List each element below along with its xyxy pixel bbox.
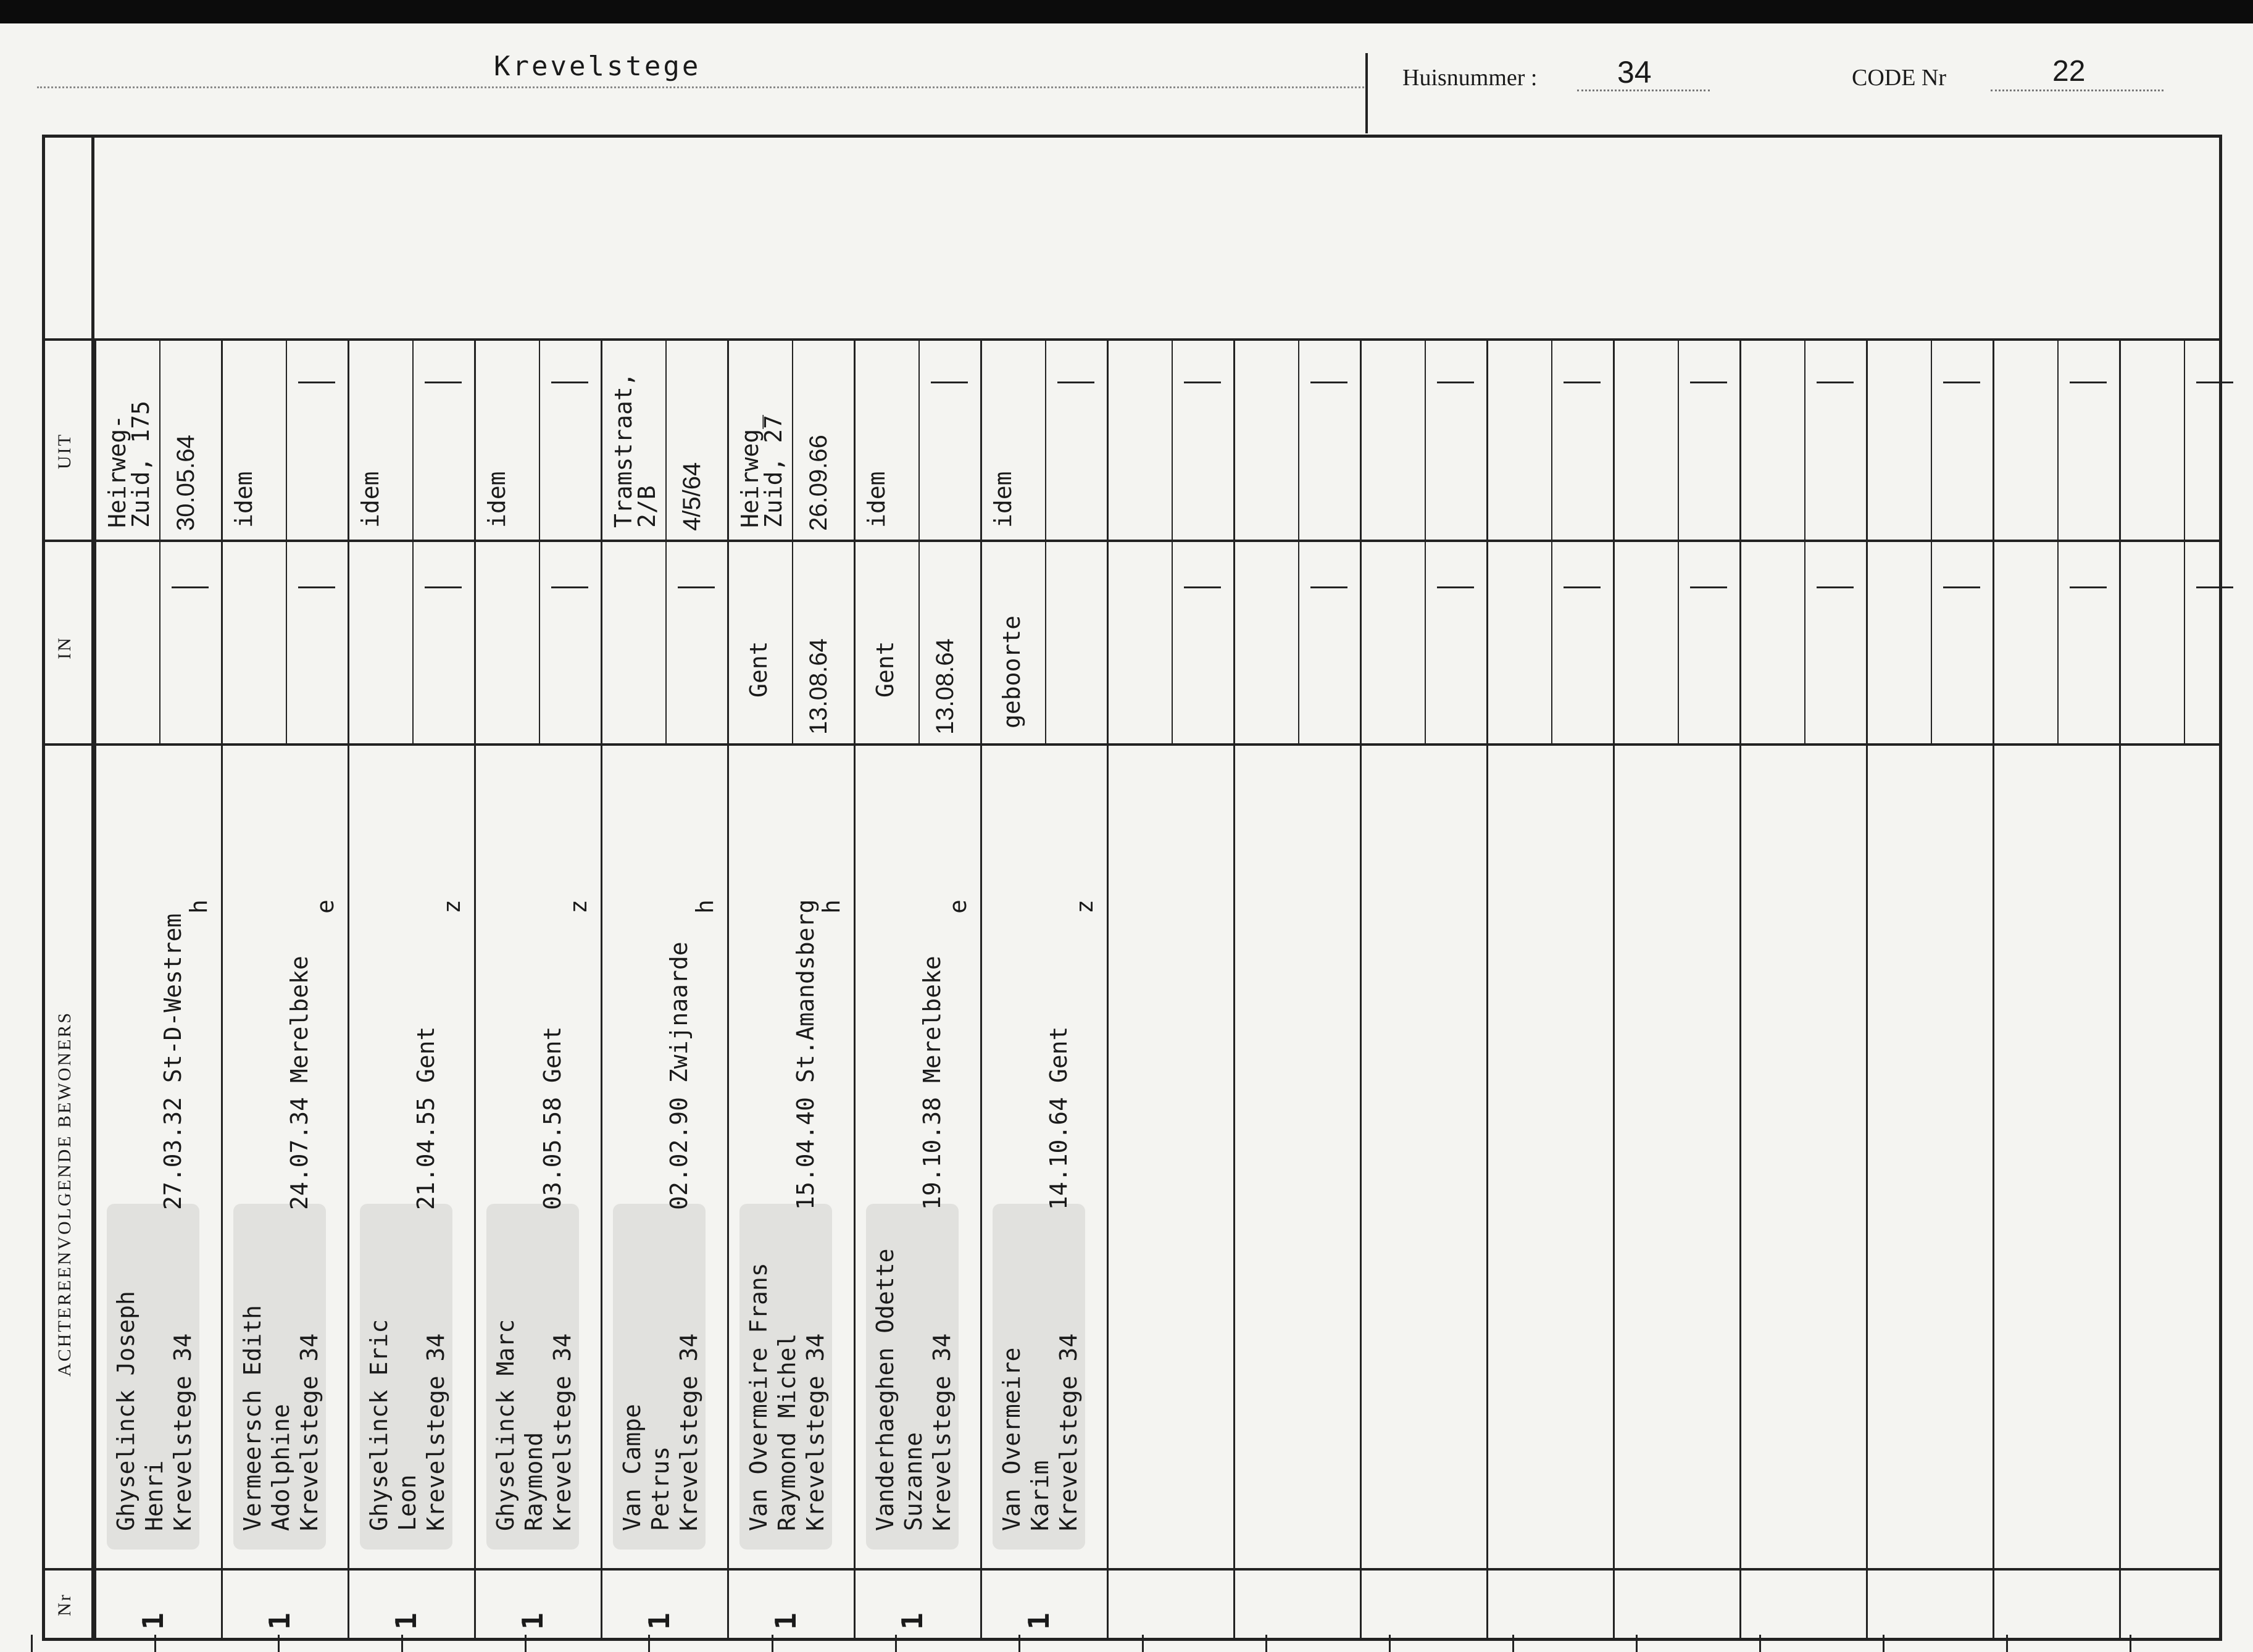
tick-mark [648, 1635, 650, 1652]
resident-name: Ghyselinck Joseph [112, 1291, 140, 1531]
in-date-dash [425, 586, 462, 588]
resident-birth: 19.10.38 Merelbeke [918, 956, 946, 1210]
column-line [601, 338, 602, 1641]
empty-dash [2070, 382, 2107, 383]
resident-nr: 1 [643, 1612, 676, 1630]
empty-dash [1310, 586, 1347, 588]
line-uit-top [42, 338, 2222, 341]
in-place: Gent [872, 641, 899, 698]
sub-column-line [1298, 338, 1299, 743]
resident-birth: 02.02.90 Zwijnaarde [665, 941, 693, 1210]
resident-status: e [312, 899, 339, 914]
resident-nr: 1 [769, 1612, 802, 1630]
resident-status: h [185, 899, 212, 914]
tick-mark [1636, 1635, 1638, 1652]
resident-address: Krevelstege 34 [549, 1333, 576, 1531]
resident-address: Krevelstege 34 [1055, 1333, 1082, 1531]
street-name: Krevelstege [494, 51, 701, 82]
resident-birth: 03.05.58 Gent [539, 1026, 566, 1210]
uit-place-2: Zuid, 175 [127, 401, 154, 528]
line-nr-top [42, 1568, 2222, 1571]
column-line [2119, 338, 2121, 1641]
tick-mark [1883, 1635, 1884, 1652]
empty-dash [1437, 586, 1474, 588]
uit-place: idem [483, 471, 510, 528]
empty-dash [2196, 586, 2233, 588]
resident-given-names: Petrus [647, 1446, 674, 1531]
in-date-dash [172, 586, 209, 588]
resident-nr: 1 [136, 1612, 170, 1630]
resident-given-names: Henri [141, 1460, 168, 1531]
resident-given-names: Raymond Michel [773, 1333, 801, 1531]
resident-address: Krevelstege 34 [802, 1333, 829, 1531]
tick-mark [1142, 1635, 1144, 1652]
tick-mark [31, 1635, 33, 1652]
sub-column-line [1172, 338, 1173, 743]
resident-status: z [1071, 899, 1098, 914]
tick-mark [1512, 1635, 1514, 1652]
sub-column-line [1425, 338, 1426, 743]
in-place: geboorte [998, 615, 1025, 728]
uit-place: Tramstraat, [610, 372, 637, 528]
tick-mark [525, 1635, 527, 1652]
uit-place-2: Zuid, 27 [760, 414, 787, 528]
in-label: IN [54, 636, 75, 659]
tick-mark [772, 1635, 773, 1652]
header-separator [1365, 53, 1368, 133]
code-value: 22 [2052, 55, 2086, 88]
resident-status: h [818, 899, 845, 914]
resident-given-names: Raymond [520, 1432, 548, 1531]
resident-status: e [944, 899, 972, 914]
line-in-top [42, 540, 2222, 542]
uit-date: 26.09.66 [805, 435, 832, 531]
in-date: 13.08.64 [931, 638, 959, 735]
resident-nr: 1 [263, 1612, 296, 1630]
uit-place: Heirweg- [104, 414, 131, 528]
sub-column-line [792, 338, 793, 743]
empty-dash [1184, 382, 1221, 383]
empty-dash [1943, 382, 1980, 383]
resident-name: Vanderhaeghen Odette [872, 1248, 899, 1531]
uit-date-dash [1057, 382, 1094, 383]
column-line [221, 338, 223, 1641]
huisnummer-dotted-line [1577, 90, 1710, 91]
sub-column-line [159, 338, 160, 743]
tick-mark [1018, 1635, 1020, 1652]
empty-dash [2196, 382, 2233, 383]
in-date-dash [678, 586, 715, 588]
street-dotted-line [37, 86, 1364, 88]
in-date-dash [298, 586, 335, 588]
resident-birth: 24.07.34 Merelbeke [286, 956, 313, 1210]
resident-status: z [565, 899, 592, 914]
resident-address: Krevelstege 34 [169, 1333, 196, 1531]
resident-nr: 1 [1022, 1612, 1056, 1630]
column-line [727, 338, 729, 1641]
uit-place: idem [989, 471, 1017, 528]
resident-name: Ghyselinck Marc [492, 1319, 519, 1531]
empty-dash [1564, 382, 1601, 383]
uit-label: UIT [54, 433, 75, 469]
scan-top-edge [0, 0, 2253, 23]
tick-mark [278, 1635, 280, 1652]
uit-date-dash [551, 382, 588, 383]
code-label: CODE Nr [1852, 65, 1947, 91]
uit-place: Heirweg_ [736, 414, 764, 528]
bewoners-label: ACHTEREENVOLGENDE BEWONERS [54, 1011, 75, 1377]
resident-birth: 27.03.32 St-D-Westrem [159, 913, 186, 1210]
empty-dash [1817, 586, 1854, 588]
resident-nr: 1 [516, 1612, 549, 1630]
sub-column-line [665, 338, 667, 743]
empty-dash [1690, 586, 1727, 588]
tick-mark [2006, 1635, 2008, 1652]
tick-mark [401, 1635, 403, 1652]
empty-dash [1817, 382, 1854, 383]
tick-mark [895, 1635, 897, 1652]
in-date: 13.08.64 [805, 638, 832, 735]
resident-given-names: Leon [394, 1474, 421, 1531]
code-dotted-line [1991, 90, 2163, 91]
column-line [1613, 338, 1615, 1641]
sub-column-line [539, 338, 540, 743]
uit-date: 30.05.64 [172, 435, 199, 531]
column-line [1107, 338, 1109, 1641]
tick-mark [1389, 1635, 1391, 1652]
uit-place: idem [863, 471, 890, 528]
resident-status: h [691, 899, 718, 914]
column-line [348, 338, 349, 1641]
empty-dash [1943, 586, 1980, 588]
huisnummer-value: 34 [1617, 55, 1652, 90]
uit-date-dash [298, 382, 335, 383]
resident-nr: 1 [896, 1612, 929, 1630]
tick-mark [154, 1635, 156, 1652]
sub-column-line [2184, 338, 2185, 743]
column-line [1993, 338, 1994, 1641]
sub-column-line [918, 338, 920, 743]
column-line [1486, 338, 1488, 1641]
line-bewoners-top [42, 743, 2222, 746]
sub-column-line [1045, 338, 1046, 743]
huisnummer-label: Huisnummer : [1402, 65, 1538, 91]
uit-place: idem [230, 471, 257, 528]
column-line [1739, 338, 1741, 1641]
resident-address: Krevelstege 34 [928, 1333, 956, 1531]
resident-nr: 1 [389, 1612, 423, 1630]
empty-dash [1690, 382, 1727, 383]
empty-dash [1437, 382, 1474, 383]
column-line [1360, 338, 1362, 1641]
resident-name: Van Overmeire [998, 1347, 1025, 1531]
sub-column-line [2057, 338, 2059, 743]
resident-given-names: Karim [1027, 1460, 1054, 1531]
sub-column-line [1804, 338, 1805, 743]
resident-given-names: Adolphine [267, 1404, 294, 1531]
uit-date-dash [931, 382, 968, 383]
resident-name: Van Overmeire Frans [745, 1262, 772, 1531]
sub-column-line [1551, 338, 1552, 743]
resident-given-names: Suzanne [900, 1432, 927, 1531]
empty-dash [1310, 382, 1347, 383]
resident-name: Ghyselinck Eric [365, 1319, 393, 1531]
column-line [1866, 338, 1868, 1641]
empty-dash [1564, 586, 1601, 588]
empty-dash [1184, 586, 1221, 588]
in-date-dash [551, 586, 588, 588]
in-place: Gent [745, 641, 772, 698]
empty-dash [2070, 586, 2107, 588]
tick-mark [2130, 1635, 2131, 1652]
uit-date-dash [425, 382, 462, 383]
resident-address: Krevelstege 34 [296, 1333, 323, 1531]
column-line [474, 338, 476, 1641]
sub-column-line [1678, 338, 1679, 743]
resident-name: Van Campe [618, 1404, 646, 1531]
uit-place: idem [357, 471, 384, 528]
column-line [94, 338, 96, 1641]
column-line [1233, 338, 1235, 1641]
resident-birth: 14.10.64 Gent [1045, 1026, 1072, 1210]
uit-date: 4/5/64 [678, 462, 706, 531]
uit-place-2: 2/B [633, 485, 660, 528]
sub-column-line [1931, 338, 1932, 743]
column-line [980, 338, 982, 1641]
resident-status: z [438, 899, 465, 914]
nr-label: Nr [54, 1593, 75, 1616]
resident-birth: 21.04.55 Gent [412, 1026, 439, 1210]
column-line [854, 338, 856, 1641]
resident-name: Vermeersch Edith [239, 1304, 266, 1531]
sub-column-line [286, 338, 287, 743]
resident-birth: 15.04.40 St.Amandsberg [792, 899, 819, 1210]
resident-address: Krevelstege 34 [675, 1333, 702, 1531]
resident-address: Krevelstege 34 [422, 1333, 449, 1531]
tick-mark [1265, 1635, 1267, 1652]
tick-mark [1759, 1635, 1761, 1652]
sub-column-line [412, 338, 414, 743]
